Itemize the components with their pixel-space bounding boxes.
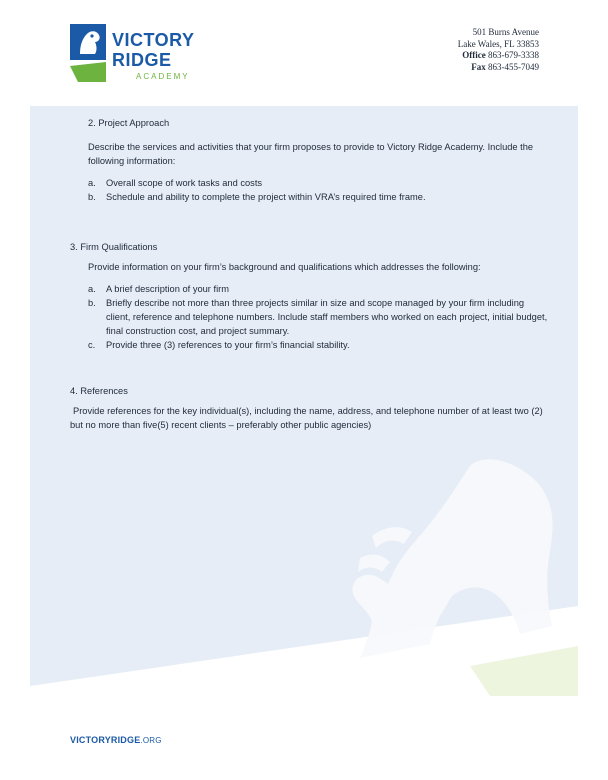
section-references-body: Provide references for the key individual(s), including the name, address, and telephone number of at least two (2) but no more than five(5) recent clients – preferably other public agencies)	[70, 406, 543, 430]
office-label: Office	[462, 50, 486, 60]
footer-tld: .ORG	[140, 736, 162, 745]
footer-website[interactable]	[70, 735, 162, 745]
address-city: Lake Wales, FL 33853	[457, 38, 539, 49]
list-marker: b.	[88, 192, 96, 202]
address-block	[458, 27, 539, 73]
list-item	[70, 338, 550, 352]
logo-text-victory: VICTORY	[112, 30, 195, 50]
project-approach-list	[70, 176, 550, 204]
section-firm-qualifications-intro: Provide information on your firm’s background and qualifications which addresses the following:	[88, 262, 481, 272]
lion-shield-icon	[70, 24, 108, 82]
list-marker: b.	[88, 298, 96, 308]
logo-text-academy: ACADEMY	[136, 72, 190, 81]
list-marker: a.	[88, 284, 96, 294]
document-body	[70, 116, 550, 432]
list-item-text: Schedule and ability to complete the project within VRA’s required time frame.	[106, 192, 426, 202]
section-firm-qualifications-title: 3. Firm Qualifications	[70, 242, 158, 252]
list-item-text: A brief description of your firm	[106, 284, 229, 294]
list-item-text: Briefly describe not more than three projects similar in size and scope managed by your firm including client, reference and telephone numbers. Include staff members who worked on each project, initial budget, final construction cost, and project summary.	[106, 298, 548, 336]
list-item	[70, 296, 550, 338]
fax-label: Fax	[471, 61, 486, 72]
list-marker: c.	[88, 340, 96, 350]
victory-ridge-logo	[70, 24, 220, 86]
fax-number: 863-455-7049	[488, 61, 539, 72]
address-fax	[458, 62, 539, 74]
logo-text-ridge: RIDGE	[112, 50, 172, 70]
footer-site-name: VICTORYRIDGE	[70, 735, 141, 745]
address-street: 501 Burns Avenue	[472, 27, 539, 37]
section-project-approach-intro: Describe the services and activities that your firm proposes to provide to Victory Ridge Academy. Include the following information:	[88, 142, 534, 166]
section-references-title: 4. References	[70, 386, 128, 396]
list-item	[70, 282, 550, 296]
office-number: 863-679-3338	[488, 50, 539, 60]
list-item-text: Overall scope of work tasks and costs	[106, 178, 263, 188]
address-office	[458, 50, 539, 62]
firm-qualifications-list	[70, 282, 550, 352]
section-project-approach-title: 2. Project Approach	[88, 118, 170, 128]
list-item	[70, 190, 550, 204]
list-item	[70, 176, 550, 190]
list-item-text: Provide three (3) references to your firm’s financial stability.	[106, 340, 350, 350]
list-marker: a.	[88, 178, 96, 188]
